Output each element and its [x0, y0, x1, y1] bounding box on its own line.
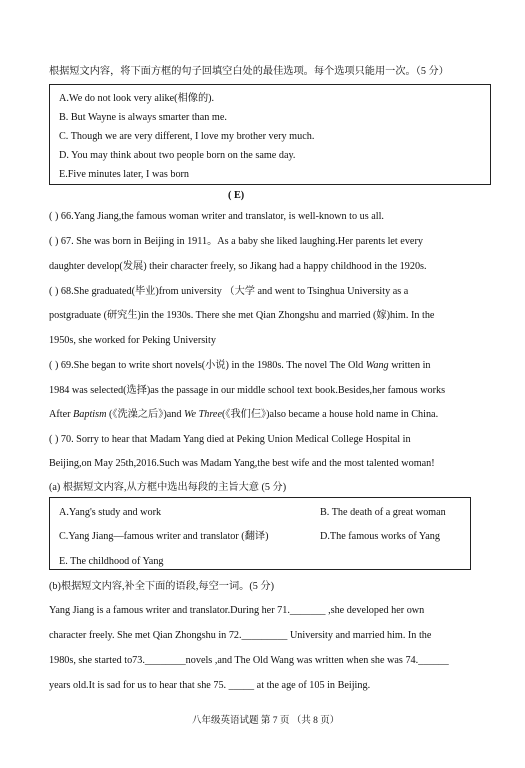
q69-after: After [49, 409, 74, 420]
options-box-2 [49, 497, 471, 570]
summary-line-2: character freely. She met Qian Zhongshu in 72._________ University and married him. In the [49, 630, 432, 641]
box1-option-b: B. But Wayne is always smarter than me. [59, 112, 227, 123]
question-70-line-2: Beijing,on May 25th,2016.Such was Madam Yang,the best wife and the most talented woman! [49, 458, 435, 469]
box2-option-c: C.Yang Jiang—famous writer and translator (翻译) [59, 531, 269, 542]
question-69-line-1 [49, 359, 431, 372]
box2-option-e: E. The childhood of Yang [59, 556, 164, 567]
box1-option-c: C. Though we are very different, I love my brother very much. [59, 131, 315, 142]
box2-option-b: B. The death of a great woman [320, 507, 446, 518]
question-67-line-2: daughter develop(发展) their character freely, so Jikang had a happy childhood in the 1920s. [49, 261, 427, 272]
part-intro: 根据短文内容，将下面方框的句子回填空白处的最佳选项。每个选项只能用一次。（5 分） [49, 66, 449, 77]
part-b-intro: (b)根据短文内容,补全下面的语段,每空一词。(5 分) [49, 581, 274, 592]
summary-line-1: Yang Jiang is a famous writer and translator.During her 71._______ ,she developed her own [49, 605, 425, 616]
question-69-line-2: 1984 was selected(选择)as the passage in our middle school text book.Besides,her famous works [49, 385, 446, 396]
question-68-line-1: ( ) 68.She graduated(毕业)from university （大学 and went to Tsinghua University as a [49, 286, 409, 297]
question-68-line-3: 1950s, she worked for Peking University [49, 335, 216, 346]
box2-option-d: D.The famous works of Yang [320, 531, 440, 542]
question-70-line-1: ( ) 70. Sorry to hear that Madam Yang died at Peking Union Medical College Hospital in [49, 434, 411, 445]
q69-title-baptism: Baptism [73, 409, 107, 420]
q69-and: (《洗澡之后》)and [106, 409, 184, 420]
q69-text-a: ( ) 69.She began to write short novels(小说) in the 1980s. The novel The Old [49, 360, 366, 371]
question-66: ( ) 66.Yang Jiang,the famous woman writer and translator, is well-known to us all. [49, 211, 384, 222]
box1-option-a: A.We do not look very alike(相像的). [59, 93, 215, 104]
section-e-label: ( E) [228, 190, 245, 201]
options-box-1 [49, 84, 491, 185]
q69-title-wang: Wang [365, 360, 389, 371]
question-67-line-1: ( ) 67. She was born in Beijing in 1911。As a baby she liked laughing.Her parents let every [49, 236, 423, 247]
summary-line-3: 1980s, she started to73.________novels ,and The Old Wang was written when she was 74.______ [49, 655, 449, 666]
box1-option-e: E.Five minutes later, I was born [59, 169, 190, 180]
part-a-intro: (a) 根据短文内容,从方框中选出每段的主旨大意 (5 分) [49, 482, 287, 493]
question-69-line-3 [49, 408, 438, 421]
summary-line-4: years old.It is sad for us to hear that she 75. _____ at the age of 105 in Beijing. [49, 680, 371, 691]
box2-option-a: A.Yang's study and work [59, 507, 162, 518]
question-68-line-2: postgraduate (研究生)in the 1930s. There she met Qian Zhongshu and married (嫁)him. In the [49, 310, 435, 321]
q69-end: (《我们仨》)also became a house hold name in China. [221, 409, 439, 420]
page-footer: 八年级英语试题 第 7 页 （共 8 页） [192, 716, 340, 726]
q69-title-we-three: We Three [183, 409, 222, 420]
box1-option-d: D. You may think about two people born on the same day. [59, 150, 296, 161]
q69-text-b: written in [388, 360, 431, 371]
